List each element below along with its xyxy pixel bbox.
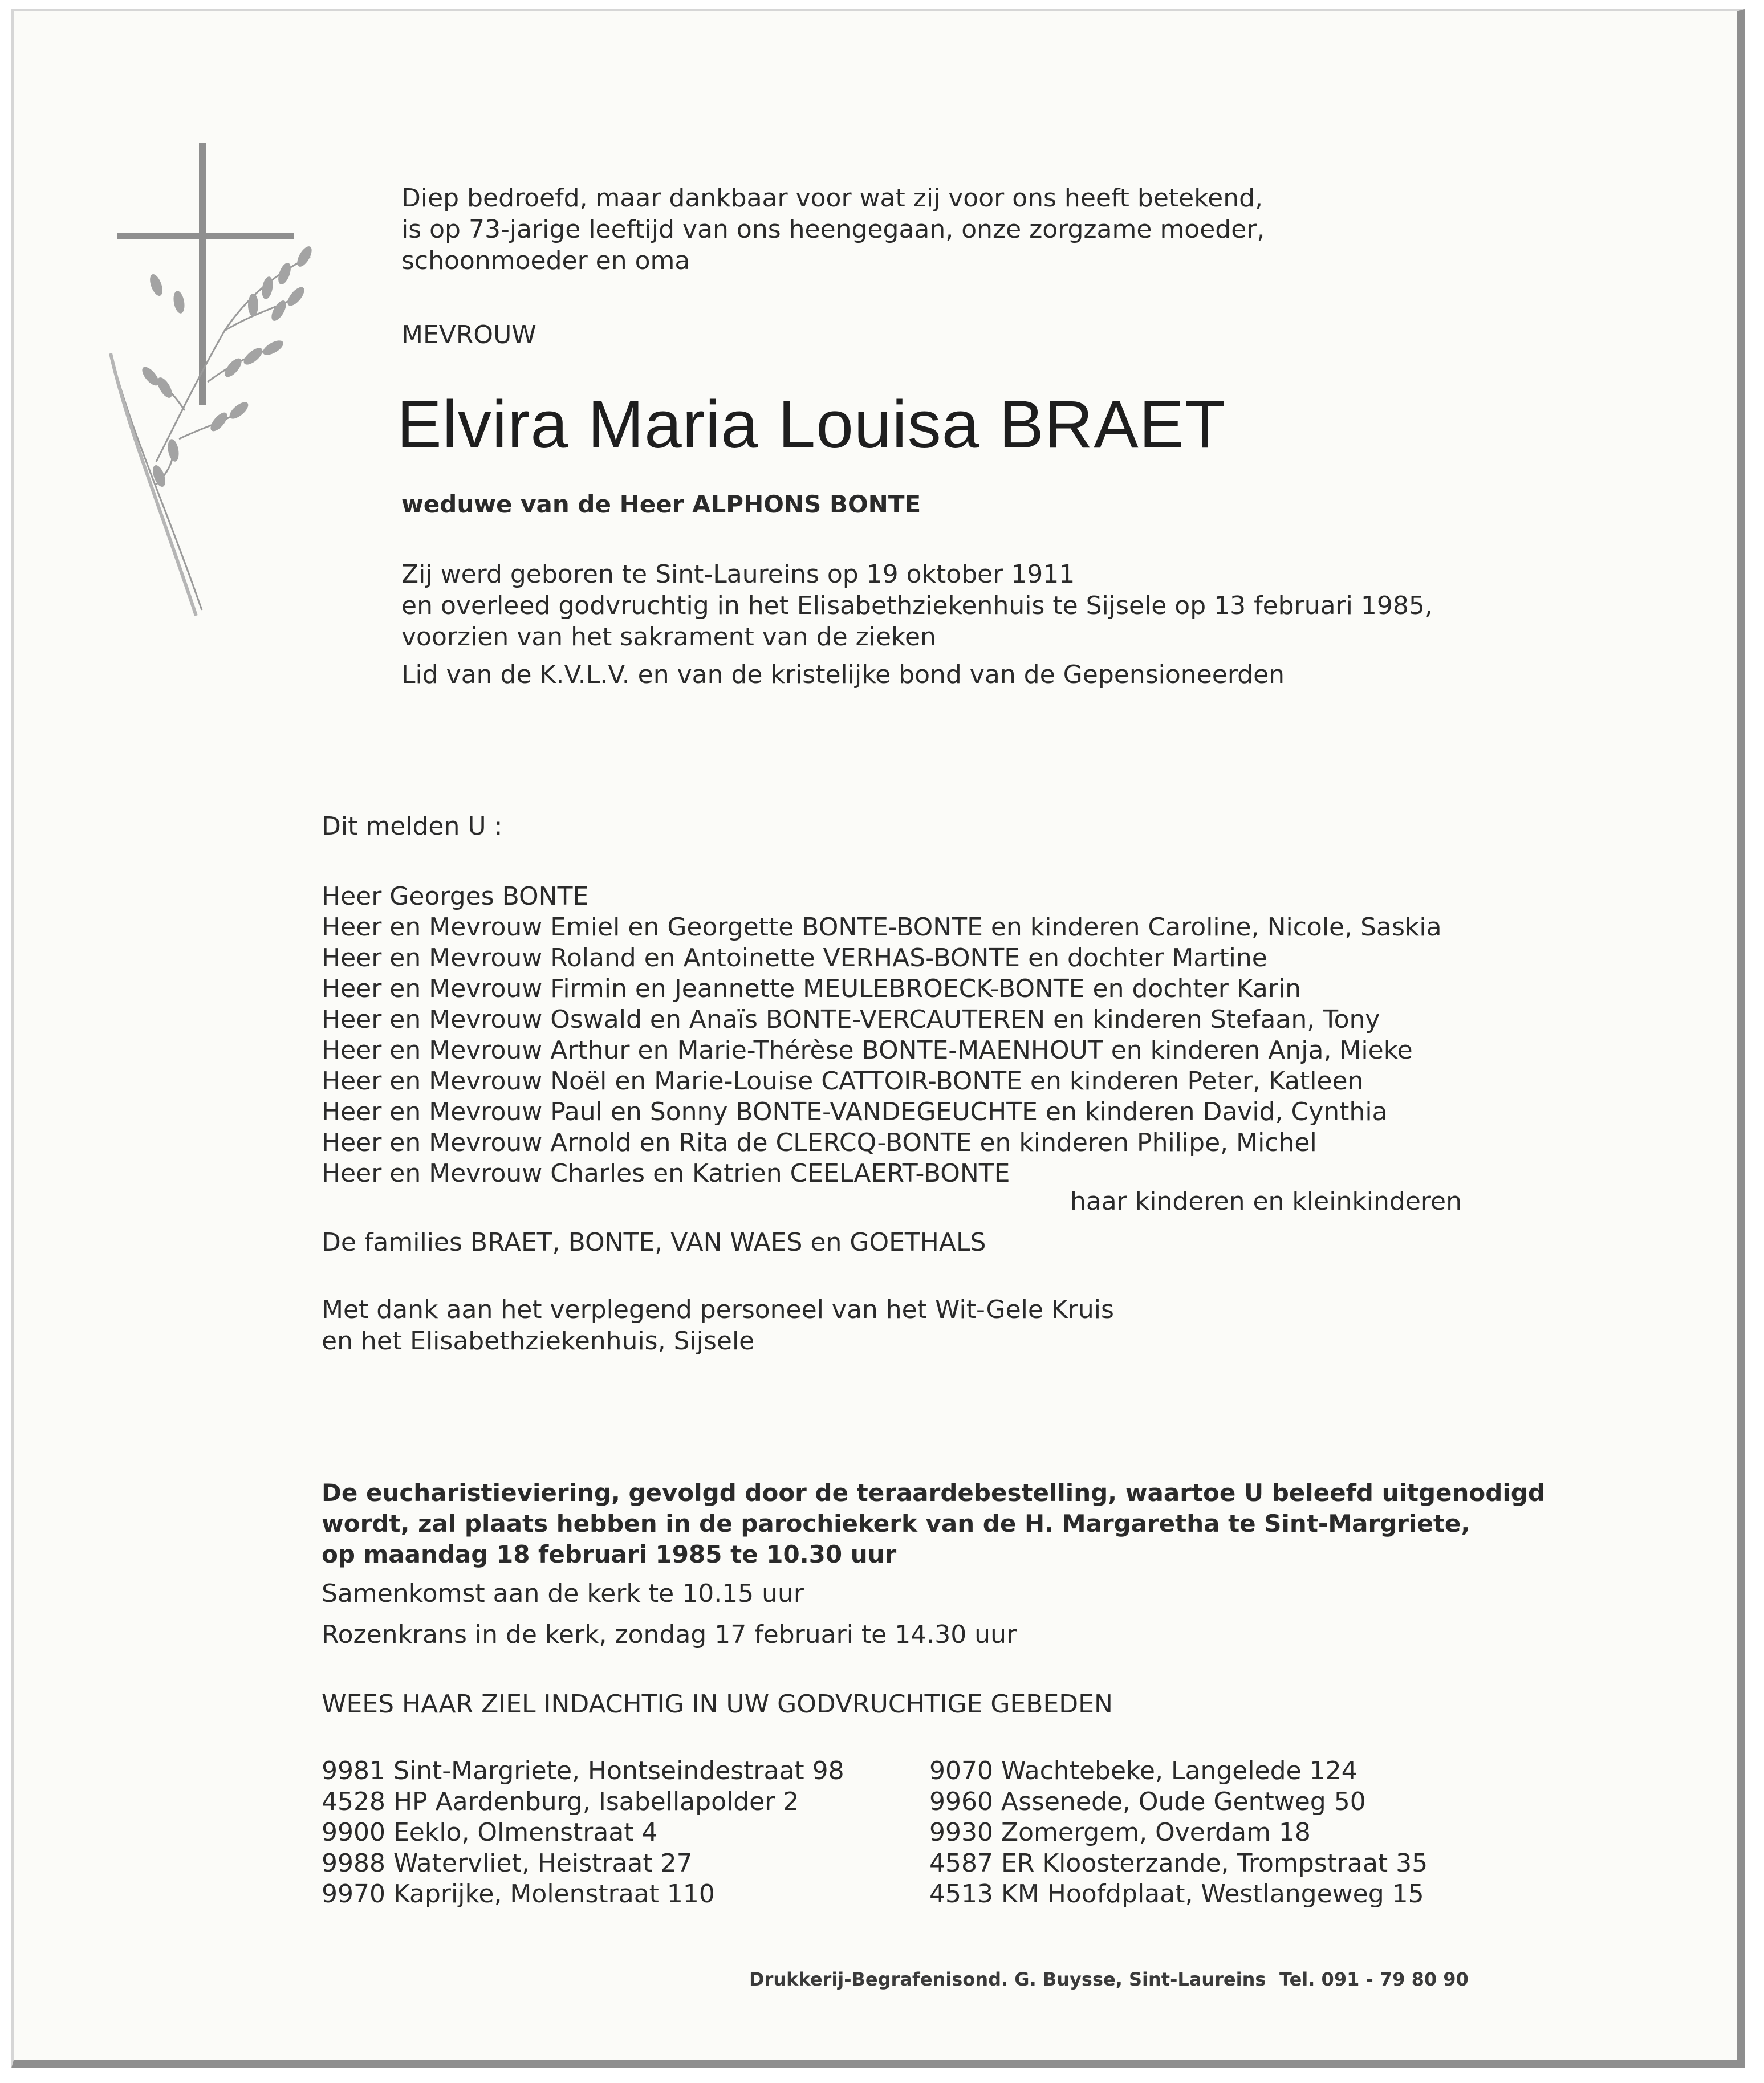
thanks-line: Met dank aan het verplegend personeel van het Wit-Gele Kruis (322, 1295, 1114, 1324)
thanks-line: en het Elisabethziekenhuis, Sijsele (322, 1327, 755, 1356)
printer-credit: Drukkerij-Begrafenisond. G. Buysse, Sint-Laureins (749, 1968, 1266, 1990)
addresses-right (929, 1756, 1428, 1910)
family-line: Heer en Mevrouw Oswald en Anaïs BONTE-VERCAUTEREN en kinderen Stefaan, Tony (322, 1005, 1380, 1034)
address-line: 9900 Eeklo, Olmenstraat 4 (322, 1818, 658, 1847)
gathering: Samenkomst aan de kerk te 10.15 uur (322, 1579, 804, 1608)
address-line: 9930 Zomergem, Overdam 18 (929, 1818, 1311, 1847)
address-line: 9070 Wachtebeke, Langelede 124 (929, 1756, 1357, 1785)
prayer-line: WEES HAAR ZIEL INDACHTIG IN UW GODVRUCHTIGE GEBEDEN (322, 1690, 1113, 1719)
rosary: Rozenkrans in de kerk, zondag 17 februari te 14.30 uur (322, 1620, 1017, 1649)
thanks-text (322, 1294, 1114, 1357)
family-line: Heer en Mevrouw Noël en Marie-Louise CATTOIR-BONTE en kinderen Peter, Katleen (322, 1067, 1364, 1096)
announce-heading: Dit melden U : (322, 812, 503, 841)
cross-ornament (88, 143, 373, 656)
family-line: Heer en Mevrouw Firmin en Jeannette MEULEBROECK-BONTE en dochter Karin (322, 974, 1302, 1003)
cross-icon (88, 143, 373, 656)
family-line: Heer en Mevrouw Roland en Antoinette VERHAS-BONTE en dochter Martine (322, 943, 1267, 973)
ceremony-line: De eucharistieviering, gevolgd door de teraardebestelling, waartoe U beleefd uitgenodigd (322, 1479, 1545, 1507)
address-line: 4513 KM Hoofdplaat, Westlangeweg 15 (929, 1879, 1424, 1909)
ceremony-text (322, 1478, 1545, 1570)
family-list (322, 881, 1442, 1189)
family-line: Heer Georges BONTE (322, 882, 589, 911)
family-line: Heer en Mevrouw Arthur en Marie-Thérèse BONTE-MAENHOUT en kinderen Anja, Mieke (322, 1036, 1413, 1065)
family-line: Heer en Mevrouw Emiel en Georgette BONTE-BONTE en kinderen Caroline, Nicole, Saskia (322, 913, 1442, 942)
intro-line: Diep bedroefd, maar dankbaar voor wat zij voor ons heeft betekend, (401, 184, 1263, 213)
family-line: Heer en Mevrouw Charles en Katrien CEELAERT-BONTE (322, 1159, 1010, 1188)
intro-line: is op 73-jarige leeftijd van ons heengegaan, onze zorgzame moeder, (401, 215, 1265, 244)
membership: Lid van de K.V.L.V. en van de kristelijke bond van de Gepensioneerden (401, 660, 1285, 689)
ceremony-line: wordt, zal plaats hebben in de parochiekerk van de H. Margaretha te Sint-Margriete, (322, 1510, 1470, 1537)
life-details (401, 559, 1433, 653)
intro-text (401, 182, 1265, 276)
family-line: Heer en Mevrouw Arnold en Rita de CLERCQ-BONTE en kinderen Philipe, Michel (322, 1128, 1317, 1157)
intro-line: schoonmoeder en oma (401, 246, 690, 275)
mourning-card (11, 9, 1745, 2068)
title-prefix: MEVROUW (401, 320, 536, 349)
life-line: voorzien van het sakrament van de zieken (401, 623, 936, 652)
address-line: 9960 Assenede, Oude Gentweg 50 (929, 1787, 1366, 1816)
deceased-name: Elvira Maria Louisa BRAET (397, 387, 1226, 462)
children-label: haar kinderen en kleinkinderen (1070, 1187, 1462, 1216)
widow-of: weduwe van de Heer ALPHONS BONTE (401, 490, 921, 518)
printer-phone: Tel. 091 - 79 80 90 (1279, 1968, 1469, 1990)
address-line: 9988 Watervliet, Heistraat 27 (322, 1849, 693, 1878)
address-line: 4528 HP Aardenburg, Isabellapolder 2 (322, 1787, 799, 1816)
ceremony-line: op maandag 18 februari 1985 te 10.30 uur (322, 1540, 897, 1568)
address-line: 9970 Kaprijke, Molenstraat 110 (322, 1879, 715, 1909)
families-line: De families BRAET, BONTE, VAN WAES en GOETHALS (322, 1228, 986, 1257)
addresses-left (322, 1756, 844, 1910)
address-line: 4587 ER Kloosterzande, Trompstraat 35 (929, 1849, 1428, 1878)
family-line: Heer en Mevrouw Paul en Sonny BONTE-VANDEGEUCHTE en kinderen David, Cynthia (322, 1097, 1388, 1126)
life-line: en overleed godvruchtig in het Elisabethziekenhuis te Sijsele op 13 februari 1985, (401, 591, 1433, 620)
address-line: 9981 Sint-Margriete, Hontseindestraat 98 (322, 1756, 844, 1785)
life-line: Zij werd geboren te Sint-Laureins op 19 oktober 1911 (401, 560, 1075, 589)
